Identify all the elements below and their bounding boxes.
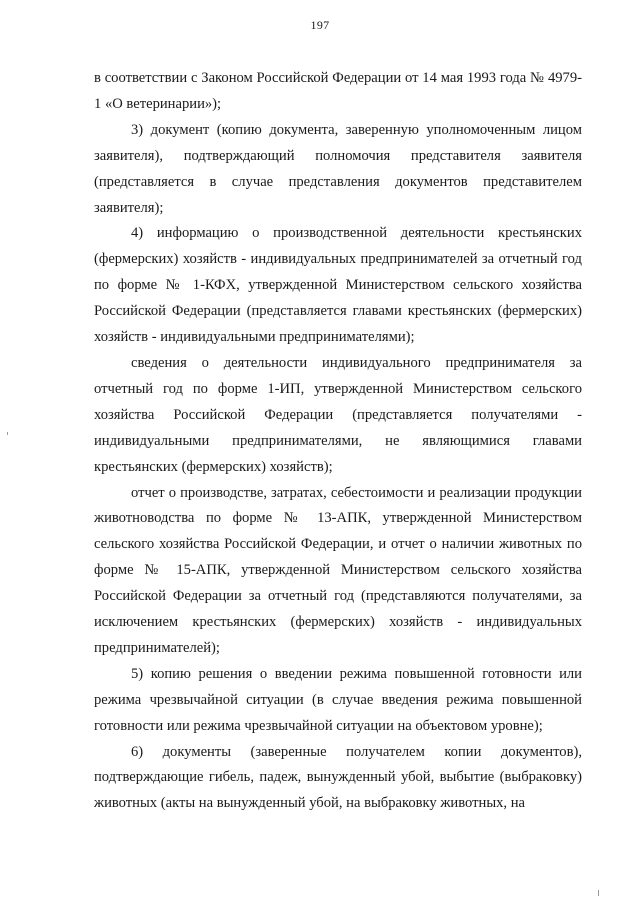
- paragraph-item-4-production-activity: 4) информацию о производственной деятельности крестьянских (фермерских) хозяйств - индивидуальных предпринимателей за отчетный год по форме № 1-КФХ, утвержденной Министерством сельского хозяйства Российской Федерации (представляется главами крестьянских (фермерских) хозяйств - индивидуальными предпринимателями);: [94, 225, 582, 346]
- paragraph-entrepreneur-info: сведения о деятельности индивидуального предпринимателя за отчетный год по форме 1-ИП, утвержденной Министерством сельского хозяйства Российской Федерации (представляется получателями - индивидуальными предпринимателями, не являющимися главами крестьянских (фермерских) хозяйств);: [94, 354, 582, 475]
- scan-artifact-mark: [598, 890, 599, 896]
- paragraph-item-6-loss-documents: 6) документы (заверенные получателем копии документов), подтверждающие гибель, падеж, вынужденный убой, выбытие (выбраковку) животных (акты на вынужденный убой, на выбраковку животных, на: [94, 743, 582, 812]
- document-body: [94, 66, 582, 817]
- scan-artifact-mark: [7, 432, 8, 435]
- paragraph-item-5-emergency-decision: 5) копию решения о введении режима повышенной готовности или режима чрезвычайной ситуации (в случае введения режима повышенной готовности или режима чрезвычайной ситуации на объектовом уровне);: [94, 665, 582, 734]
- paragraph-item-3-representative-document: 3) документ (копию документа, заверенную уполномоченным лицом заявителя), подтверждающий полномочия представителя заявителя (представляется в случае представления документов представителем заявителя);: [94, 121, 582, 216]
- paragraph-livestock-report: отчет о производстве, затратах, себестоимости и реализации продукции животноводства по форме № 13-АПК, утвержденной Министерством сельского хозяйства Российской Федерации, и отчет о наличии животных по форме № 15-АПК, утвержденной Министерством сельского хозяйства Российской Федерации за отчетный год (представляются получателями, за исключением крестьянских (фермерских) хозяйств - индивидуальных предпринимателей);: [94, 484, 582, 656]
- page-number: 197: [310, 18, 330, 32]
- paragraph-veterinary-law: в соответствии с Законом Российской Федерации от 14 мая 1993 года № 4979-1 «О ветеринарии»);: [94, 70, 582, 112]
